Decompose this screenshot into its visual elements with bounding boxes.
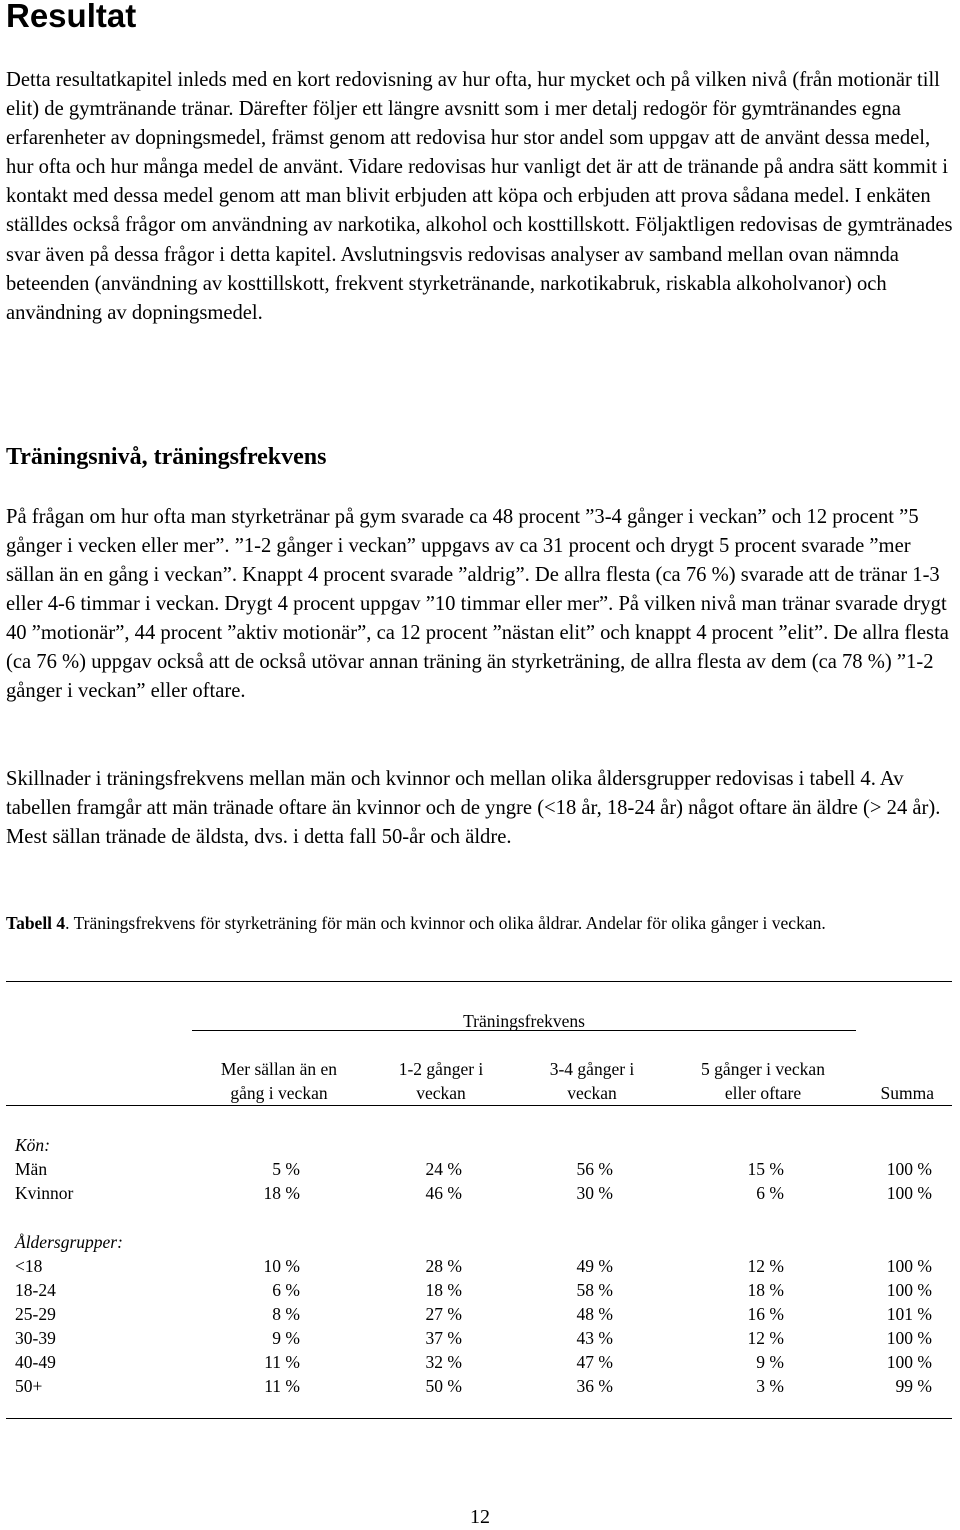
table-row-label: 18-24 [15, 1280, 56, 1300]
column-header: 5 gånger i veckan [701, 1059, 825, 1079]
table-row-label: 30-39 [15, 1328, 56, 1348]
table-section-label: Kön: [15, 1135, 51, 1155]
table-cell: 11 % [264, 1376, 300, 1396]
table-row-label: 50+ [15, 1376, 43, 1396]
column-header: veckan [567, 1083, 617, 1103]
table-cell: 47 % [576, 1352, 613, 1372]
section-label-text: Kön [15, 1135, 45, 1155]
table-cell: 27 % [425, 1304, 462, 1324]
table-cell: 6 % [756, 1183, 784, 1203]
table-cell: 18 % [425, 1280, 462, 1300]
table-cell: 16 % [747, 1304, 784, 1324]
table-cell: 36 % [576, 1376, 613, 1396]
table-caption-text: . Träningsfrekvens för styrketräning för män och kvinnor och olika åldrar. Andelar för olika gånger i veckan. [65, 913, 826, 933]
column-header: gång i veckan [230, 1083, 328, 1103]
table-section-label: Åldersgrupper: [15, 1232, 123, 1252]
table-group-header: Träningsfrekvens [463, 1011, 585, 1031]
table-cell: 8 % [272, 1304, 300, 1324]
table-top-rule [6, 981, 952, 982]
table-cell: 100 % [886, 1183, 932, 1203]
table-header-rule [6, 1105, 952, 1106]
table-cell: 58 % [576, 1280, 613, 1300]
table-cell: 28 % [425, 1256, 462, 1276]
table-cell: 30 % [576, 1183, 613, 1203]
column-header: 1-2 gånger i [398, 1059, 484, 1079]
table-cell: 5 % [272, 1159, 300, 1179]
column-header: Mer sällan än en [220, 1059, 338, 1079]
column-header-summa: Summa [880, 1083, 934, 1103]
table-caption-label: Tabell 4 [6, 913, 66, 933]
table-cell: 56 % [576, 1159, 613, 1179]
column-header: 3-4 gånger i [549, 1059, 635, 1079]
table-row-label: 25-29 [15, 1304, 56, 1324]
page-number: 12 [470, 1506, 490, 1528]
table-cell: 12 % [747, 1328, 784, 1348]
frequency-paragraph: På frågan om hur ofta man styrketränar på gym svarade ca 48 procent ”3-4 gånger i veckan” och 12 procent ”5 gånger i vecken eller mer”. ”1-2 gånger i veckan” uppgavs av ca 31 procent och drygt 5 procent svarade ”mer sällan än en gång i veckan”. Knappt 4 procent svarade ”aldrig”. De allra flesta (ca 76 %) svarade att de tränar 1-3 eller 4-6 timmar i veckan. Drygt 4 procent uppgav ”10 timmar eller mer”. På vilken nivå man tränar svarade drygt 40 ”motionär”, 44 procent ”aktiv motionär”, ca 12 procent ”nästan elit” och knappt 4 procent ”elit”. De allra flesta (ca 76 %) uppgav också att de också utövar annan träning än styrketräning, de allra flesta av dem (ca 78 %) ”1-2 gånger i veckan” eller oftare. [6, 506, 949, 702]
table-row-label: Kvinnor [15, 1183, 74, 1203]
table-cell: 10 % [263, 1256, 300, 1276]
table-cell: 18 % [263, 1183, 300, 1203]
table-cell: 46 % [425, 1183, 462, 1203]
table-cell: 37 % [425, 1328, 462, 1348]
section-label-text: Åldersgrupper [15, 1232, 118, 1252]
table-row-label: 40-49 [15, 1352, 56, 1372]
table-cell: 100 % [886, 1352, 932, 1372]
table-caption [6, 910, 956, 936]
differences-paragraph: Skillnader i träningsfrekvens mellan män och kvinnor och mellan olika åldersgrupper redovisas i tabell 4. Av tabellen framgår att män tränade oftare än kvinnor och de yngre (<18 år, 18-24 år) något oftare än äldre (> 24 år). Mest sällan tränade de äldsta, dvs. i detta fall 50-år och äldre. [6, 768, 941, 848]
table-cell: 99 % [895, 1376, 932, 1396]
table-group-rule [192, 1030, 856, 1031]
table-cell: 100 % [886, 1328, 932, 1348]
table-cell: 12 % [747, 1256, 784, 1276]
column-header: eller oftare [724, 1083, 802, 1103]
table-cell: 11 % [264, 1352, 300, 1372]
table-cell: 24 % [425, 1159, 462, 1179]
intro-paragraph: Detta resultatkapitel inleds med en kort redovisning av hur ofta, hur mycket och på vilken nivå (från motionär till elit) de gymtränande tränar. Därefter följer ett längre avsnitt som i mer detalj redogör för gymtränandes egna erfarenheter av dopningsmedel, främst genom att redovisa hur stor andel som uppgav att de använt dessa medel, hur ofta och hur många medel de använt. Vidare redovisas hur vanligt det är att de tränande på andra sätt kommit i kontakt med dessa medel genom att man blivit erbjuden att köpa och erbjuden att prova sådana medel. I enkäten ställdes också frågor om användning av narkotika, alkohol och kosttillskott. Följaktligen redovisas de gymtränades svar även på dessa frågor i detta kapitel. Avslutningsvis redovisas analyser av samband mellan ovan nämnda beteenden (användning av kosttillskott, frekvent styrketränande, narkotikabruk, riskabla alkoholvanor) och användning av dopningsmedel. [6, 69, 953, 324]
table-cell: 6 % [272, 1280, 300, 1300]
table-bottom-rule [6, 1418, 952, 1419]
section-heading: Träningsnivå, träningsfrekvens [6, 444, 327, 470]
table-cell: 50 % [425, 1376, 462, 1396]
table-cell: 100 % [886, 1280, 932, 1300]
table-cell: 18 % [747, 1280, 784, 1300]
table-cell: 3 % [756, 1376, 784, 1396]
column-header: veckan [416, 1083, 466, 1103]
table-cell: 100 % [886, 1256, 932, 1276]
table-row-label: <18 [15, 1256, 43, 1276]
table-cell: 32 % [425, 1352, 462, 1372]
table-row-label: Män [15, 1159, 48, 1179]
page-title: Resultat [6, 0, 137, 34]
table-cell: 49 % [576, 1256, 613, 1276]
table-cell: 48 % [576, 1304, 613, 1324]
table-cell: 43 % [576, 1328, 613, 1348]
table-cell: 9 % [272, 1328, 300, 1348]
table-cell: 100 % [886, 1159, 932, 1179]
table-cell: 15 % [747, 1159, 784, 1179]
table-cell: 9 % [756, 1352, 784, 1372]
table-cell: 101 % [886, 1304, 932, 1324]
